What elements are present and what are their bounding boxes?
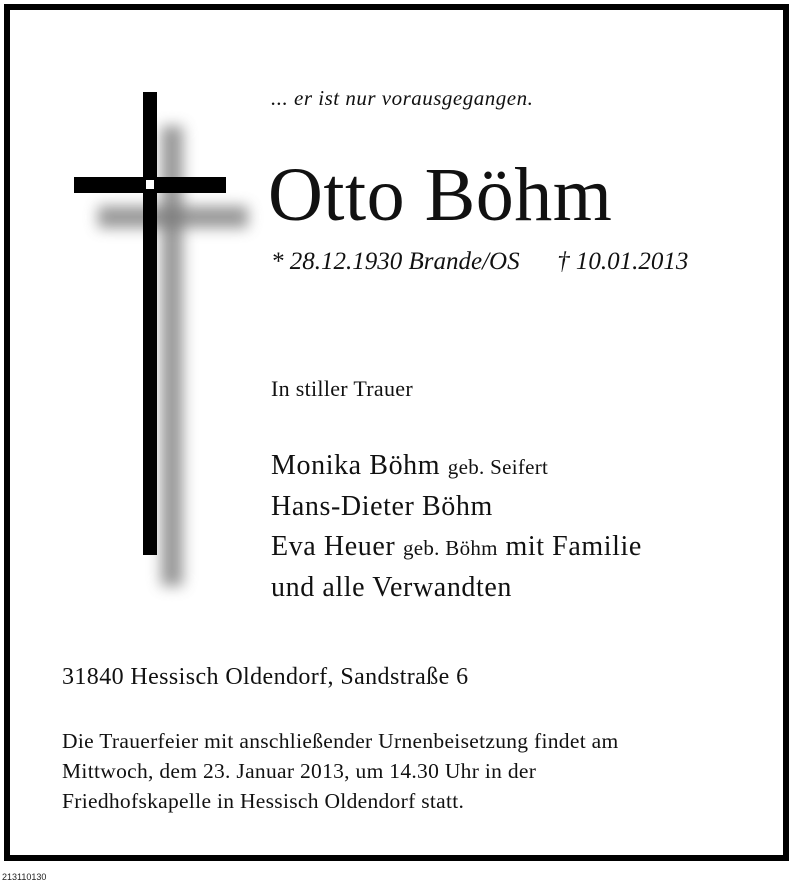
cross-shadow-vertical bbox=[161, 126, 183, 586]
mourner-suffix: mit Familie bbox=[505, 531, 642, 562]
funeral-notice bbox=[62, 726, 762, 816]
reference-code: 213110130 bbox=[2, 872, 47, 882]
mourner-line bbox=[271, 446, 642, 487]
notice-line: Mittwoch, dem 23. Januar 2013, um 14.30 Uhr in der bbox=[62, 759, 537, 783]
mourner-line bbox=[271, 487, 642, 527]
cross-icon bbox=[68, 86, 268, 606]
mourner-note: geb. Seifert bbox=[447, 455, 549, 479]
mourners-list bbox=[271, 446, 642, 608]
mourning-intro: In stiller Trauer bbox=[271, 376, 413, 401]
death-date: † 10.01.2013 bbox=[557, 248, 689, 275]
mourner-name: Eva Heuer bbox=[271, 531, 396, 562]
mourner-line bbox=[271, 527, 642, 568]
cross-center-highlight bbox=[146, 180, 154, 189]
life-dates bbox=[271, 248, 688, 276]
birth-date: * 28.12.1930 Brande/OS bbox=[271, 248, 520, 275]
motto: ... er ist nur vorausgegangen. bbox=[271, 86, 534, 110]
cross-vertical-beam bbox=[143, 92, 157, 555]
address: 31840 Hessisch Oldendorf, Sandstraße 6 bbox=[62, 664, 469, 690]
notice-line: Friedhofskapelle in Hessisch Oldendorf statt. bbox=[62, 789, 465, 813]
cross-shadow-horizontal bbox=[98, 206, 248, 228]
mourner-name: und alle Verwandten bbox=[271, 572, 513, 603]
mourner-name: Hans-Dieter Böhm bbox=[271, 491, 493, 522]
mourner-line bbox=[271, 568, 642, 608]
mourner-name: Monika Böhm bbox=[271, 450, 441, 481]
deceased-name: Otto Böhm bbox=[268, 153, 613, 237]
mourner-note: geb. Böhm bbox=[402, 536, 498, 560]
notice-line: Die Trauerfeier mit anschließender Urnenbeisetzung findet am bbox=[62, 729, 619, 753]
